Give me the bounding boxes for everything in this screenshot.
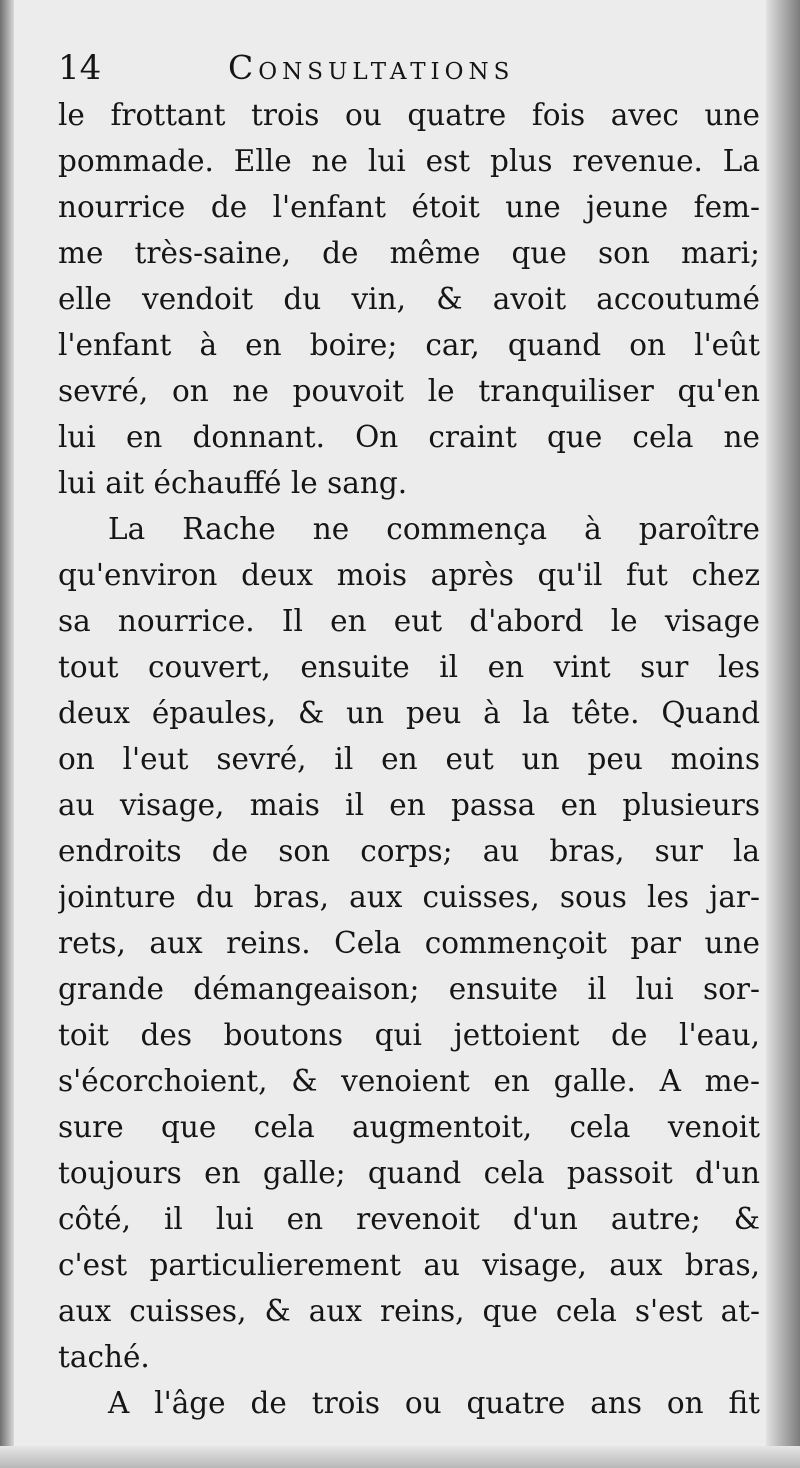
page-header xyxy=(58,44,758,94)
text-line: sa nourrice. Il en eut d'abord le visage xyxy=(58,604,760,638)
text-line: le frottant trois ou quatre fois avec une xyxy=(58,98,760,132)
page-bottom-edge xyxy=(0,1446,800,1468)
text-line: jointure du bras, aux cuisses, sous les jar- xyxy=(58,880,760,914)
text-line: sevré, on ne pouvoit le tranquiliser qu'en xyxy=(58,374,760,408)
text-line: toujours en galle; quand cela passoit d'un xyxy=(58,1156,760,1190)
page-number: 14 xyxy=(58,48,102,88)
text-line: rets, aux reins. Cela commençoit par une xyxy=(58,926,760,960)
text-line: lui ait échauffé le sang. xyxy=(58,466,408,500)
text-line: aux cuisses, & aux reins, que cela s'est at- xyxy=(58,1294,760,1328)
text-line: grande démangeaison; ensuite il lui sor- xyxy=(58,972,760,1006)
text-line: deux épaules, & un peu à la tête. Quand xyxy=(58,696,760,730)
page-left-edge xyxy=(0,0,14,1468)
text-line: La Rache ne commença à paroître xyxy=(108,512,760,546)
text-line: me très-saine, de même que son mari; xyxy=(58,236,760,270)
text-line: lui en donnant. On craint que cela ne xyxy=(58,420,760,454)
text-line: endroits de son corps; au bras, sur la xyxy=(58,834,760,868)
text-line: toit des boutons qui jettoient de l'eau, xyxy=(58,1018,760,1052)
text-line: c'est particulierement au visage, aux bras, xyxy=(58,1248,760,1282)
text-line: sure que cela augmentoit, cela venoit xyxy=(58,1110,760,1144)
running-head: Consultations xyxy=(228,48,515,87)
text-line: A l'âge de trois ou quatre ans on fit xyxy=(108,1386,760,1420)
text-line: qu'environ deux mois après qu'il fut chez xyxy=(58,558,760,592)
text-line: elle vendoit du vin, & avoit accoutumé xyxy=(58,282,760,316)
text-line: l'enfant à en boire; car, quand on l'eût xyxy=(58,328,760,362)
text-line: nourrice de l'enfant étoit une jeune fem- xyxy=(58,190,760,224)
page-right-edge xyxy=(766,0,800,1468)
text-line: s'écorchoient, & venoient en galle. A me- xyxy=(58,1064,760,1098)
text-line: tout couvert, ensuite il en vint sur les xyxy=(58,650,760,684)
text-line: côté, il lui en revenoit d'un autre; & xyxy=(58,1202,760,1236)
text-line: pommade. Elle ne lui est plus revenue. La xyxy=(58,144,760,178)
text-line: au visage, mais il en passa en plusieurs xyxy=(58,788,760,822)
text-line: taché. xyxy=(58,1340,150,1374)
text-line: on l'eut sevré, il en eut un peu moins xyxy=(58,742,760,776)
body-text xyxy=(58,92,760,1426)
